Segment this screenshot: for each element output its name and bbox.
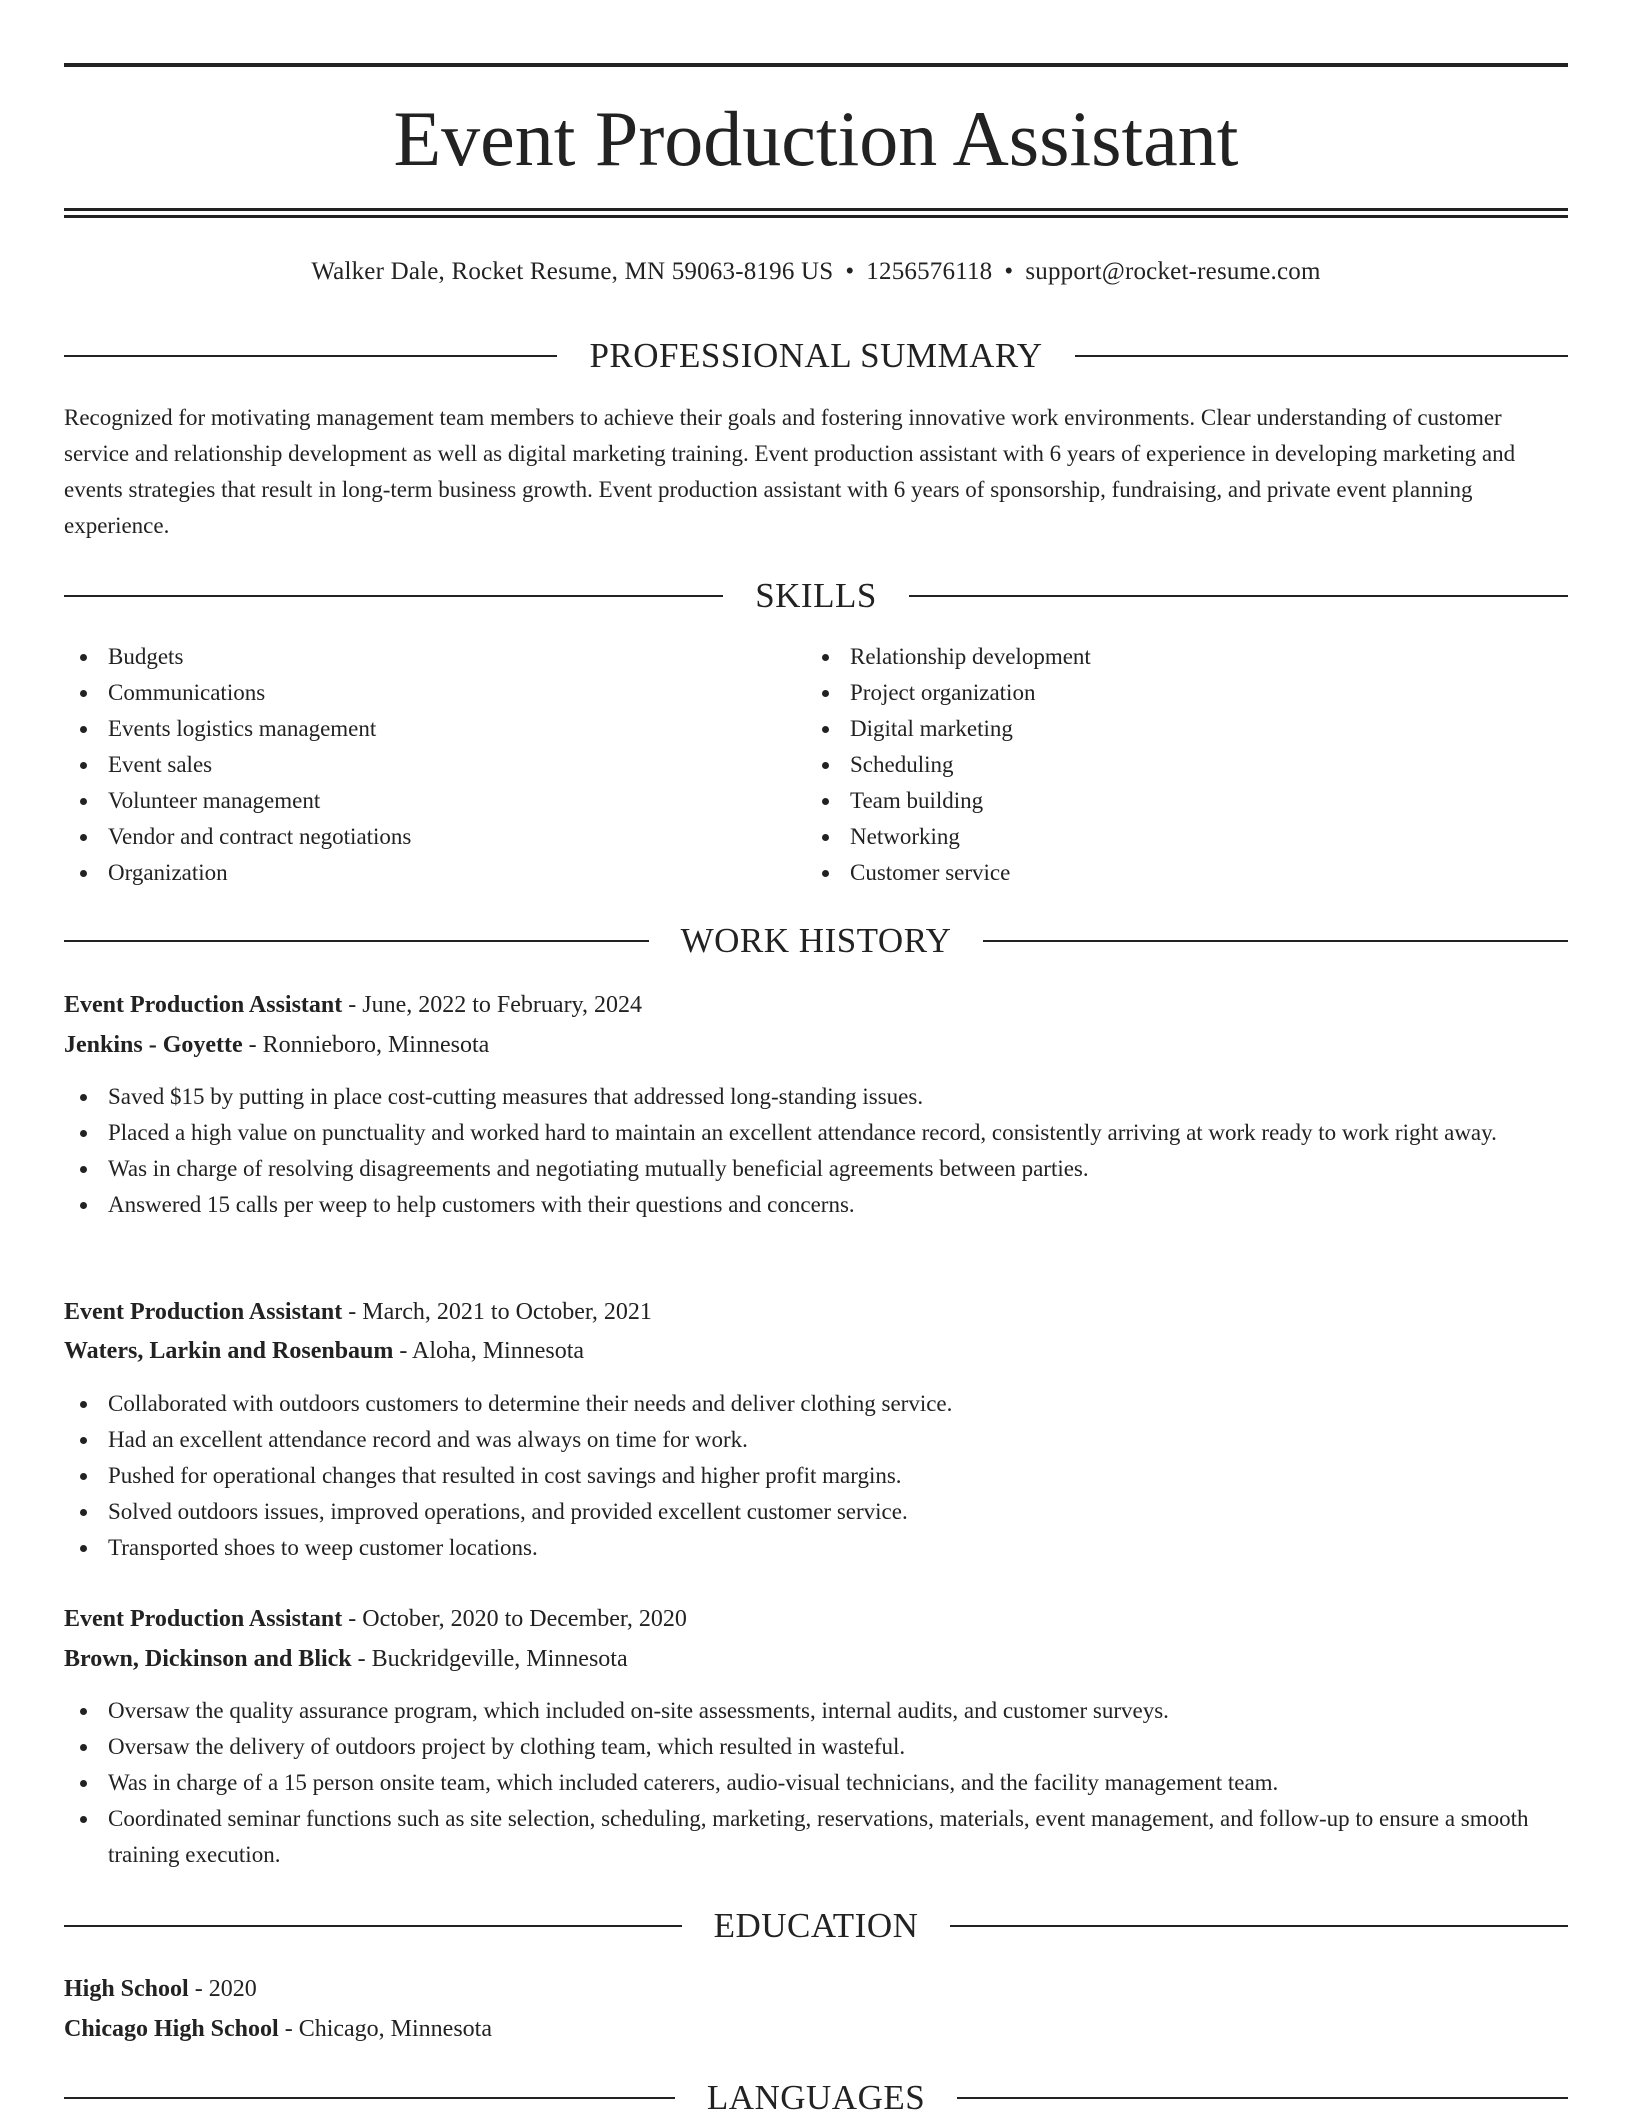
skill-item: Communications — [64, 675, 804, 711]
skills-heading — [64, 574, 1568, 618]
heading-rule — [1075, 355, 1568, 357]
job-title-line — [64, 1601, 1568, 1637]
job-location: - Ronnieboro, Minnesota — [248, 1032, 490, 1058]
contact-separator: • — [1004, 258, 1014, 285]
heading-rule — [909, 595, 1568, 597]
skill-item: Volunteer management — [64, 783, 804, 819]
job-title-line — [64, 987, 1568, 1023]
job-dates: - March, 2021 to October, 2021 — [348, 1299, 652, 1325]
section-title: SKILLS — [755, 576, 877, 615]
work-heading — [64, 919, 1568, 963]
contact-phone[interactable]: 1256576118 — [866, 258, 993, 285]
heading-rule — [957, 2097, 1568, 2099]
job-bullet: Coordinated seminar functions such as site selection, scheduling, marketing, reservations, materials, event management, and follow-up to ensure a smooth training execution. — [64, 1801, 1568, 1873]
heading-rule — [64, 2097, 675, 2099]
contact-separator: • — [845, 258, 855, 285]
job-bullet: Pushed for operational changes that resulted in cost savings and higher profit margins. — [64, 1458, 1568, 1494]
skill-item: Budgets — [64, 639, 804, 675]
resume-title: Event Production Assistant — [393, 95, 1239, 182]
job-bullets — [64, 1079, 1568, 1223]
section-title: LANGUAGES — [706, 2078, 926, 2117]
job-title: Event Production Assistant — [64, 1299, 343, 1325]
section-title: EDUCATION — [713, 1906, 919, 1945]
job-company-line — [64, 1333, 1568, 1369]
heading-rule — [950, 1925, 1568, 1927]
top-rule — [64, 63, 1568, 67]
languages-heading — [64, 2076, 1568, 2120]
job-bullet: Transported shoes to weep customer locations. — [64, 1530, 1568, 1566]
skill-item: Events logistics management — [64, 711, 804, 747]
section-title: PROFESSIONAL SUMMARY — [589, 336, 1043, 375]
education-year: - 2020 — [194, 1976, 257, 2002]
section-title: WORK HISTORY — [680, 921, 952, 960]
job-title-line — [64, 1294, 1568, 1330]
job-dates: - June, 2022 to February, 2024 — [348, 992, 642, 1018]
job-bullet: Was in charge of a 15 person onsite team, which included caterers, audio-visual technicians, and the facility management team. — [64, 1765, 1568, 1801]
heading-rule — [983, 940, 1568, 942]
skill-item: Networking — [806, 819, 1546, 855]
skill-item: Customer service — [806, 855, 1546, 891]
education-heading — [64, 1904, 1568, 1948]
job-bullet: Placed a high value on punctuality and worked hard to maintain an excellent attendance record, consistently arriving at work ready to work right away. — [64, 1115, 1568, 1151]
education-degree: High School — [64, 1976, 189, 2002]
skill-item: Scheduling — [806, 747, 1546, 783]
education-school-line — [64, 2011, 1568, 2047]
job-company-line — [64, 1027, 1568, 1063]
job-bullet: Oversaw the quality assurance program, which included on-site assessments, internal audits, and customer surveys. — [64, 1693, 1568, 1729]
skill-item: Event sales — [64, 747, 804, 783]
job-title: Event Production Assistant — [64, 1606, 343, 1632]
title-rule-lower — [64, 215, 1568, 218]
skill-item: Relationship development — [806, 639, 1546, 675]
job-company: Brown, Dickinson and Blick — [64, 1646, 352, 1672]
education-school: Chicago High School — [64, 2016, 279, 2042]
skill-item: Project organization — [806, 675, 1546, 711]
job-bullet: Answered 15 calls per weep to help customers with their questions and concerns. — [64, 1187, 1568, 1223]
education-degree-line — [64, 1971, 1568, 2007]
summary-heading — [64, 334, 1568, 378]
job-company-line — [64, 1641, 1568, 1677]
job-bullet: Saved $15 by putting in place cost-cutting measures that addressed long-standing issues. — [64, 1079, 1568, 1115]
heading-rule — [64, 355, 557, 357]
contact-email[interactable]: support@rocket-resume.com — [1025, 258, 1321, 285]
heading-rule — [64, 595, 723, 597]
job-bullets — [64, 1386, 1568, 1566]
contact-address: Walker Dale, Rocket Resume, MN 59063-8196 US — [311, 258, 834, 285]
skill-item: Vendor and contract negotiations — [64, 819, 804, 855]
job-title: Event Production Assistant — [64, 992, 343, 1018]
contact-line — [64, 255, 1568, 289]
job-location: - Aloha, Minnesota — [399, 1338, 585, 1364]
skill-item: Digital marketing — [806, 711, 1546, 747]
job-bullets — [64, 1693, 1568, 1873]
heading-rule — [64, 1925, 682, 1927]
job-bullet: Collaborated with outdoors customers to determine their needs and deliver clothing service. — [64, 1386, 1568, 1422]
heading-rule — [64, 940, 649, 942]
skills-list-right — [806, 639, 1546, 891]
job-bullet: Solved outdoors issues, improved operations, and provided excellent customer service. — [64, 1494, 1568, 1530]
skill-item: Organization — [64, 855, 804, 891]
skill-item: Team building — [806, 783, 1546, 819]
job-bullet: Oversaw the delivery of outdoors project by clothing team, which resulted in wasteful. — [64, 1729, 1568, 1765]
job-company: Jenkins - Goyette — [64, 1032, 243, 1058]
title-rule-upper — [64, 208, 1568, 211]
job-bullet: Was in charge of resolving disagreements and negotiating mutually beneficial agreements between parties. — [64, 1151, 1568, 1187]
summary-text: Recognized for motivating management team members to achieve their goals and fostering innovative work environments. Clear understanding of customer service and relationship development as well as digital marketing training. Event production assistant with 6 years of experience in developing marketing and events strategies that result in long-term business growth. Event production assistant with 6 years of sponsorship, fundraising, and private event planning experience. — [64, 405, 1516, 538]
skills-list-left — [64, 639, 804, 891]
job-dates: - October, 2020 to December, 2020 — [348, 1606, 687, 1632]
job-bullet: Had an excellent attendance record and was always on time for work. — [64, 1422, 1568, 1458]
job-company: Waters, Larkin and Rosenbaum — [64, 1338, 394, 1364]
education-location: - Chicago, Minnesota — [284, 2016, 492, 2042]
job-location: - Buckridgeville, Minnesota — [357, 1646, 628, 1672]
